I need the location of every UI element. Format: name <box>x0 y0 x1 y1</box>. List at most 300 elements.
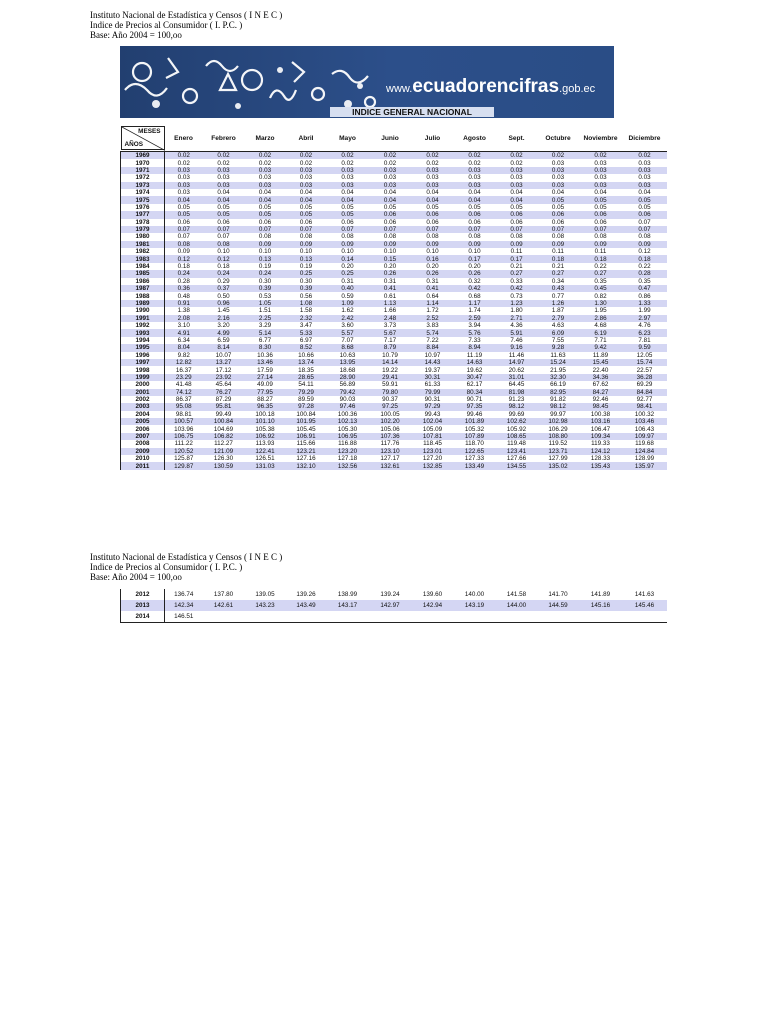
index-value-cell: 0.03 <box>496 167 538 174</box>
index-value-cell: 98.12 <box>538 403 579 410</box>
index-value-cell: 0.25 <box>286 270 327 277</box>
index-value-cell: 0.10 <box>327 248 369 255</box>
index-value-cell: 0.08 <box>369 233 412 240</box>
table-row <box>121 159 667 166</box>
index-value-cell: 123.41 <box>496 448 538 455</box>
index-value-cell: 0.02 <box>203 159 245 166</box>
index-value-cell: 1.99 <box>623 307 667 314</box>
index-value-cell: 0.02 <box>412 159 454 166</box>
index-value-cell: 0.03 <box>623 167 667 174</box>
index-value-cell: 134.55 <box>496 462 538 469</box>
index-value-cell: 0.03 <box>412 182 454 189</box>
index-value-cell: 98.81 <box>165 411 203 418</box>
table-row <box>121 300 667 307</box>
index-value-cell: 1.66 <box>369 307 412 314</box>
index-value-cell: 0.05 <box>412 204 454 211</box>
index-value-cell: 0.12 <box>203 255 245 262</box>
index-value-cell: 142.61 <box>203 600 245 611</box>
index-value-cell: 0.18 <box>203 263 245 270</box>
index-value-cell: 0.28 <box>165 278 203 285</box>
index-value-cell: 139.60 <box>412 589 454 600</box>
index-value-cell: 0.73 <box>496 292 538 299</box>
table-header-row <box>121 125 667 152</box>
index-value-cell: 103.46 <box>623 418 667 425</box>
index-value-cell: 0.19 <box>245 263 286 270</box>
table-row <box>121 182 667 189</box>
year-cell: 1988 <box>121 292 165 299</box>
index-value-cell: 0.04 <box>454 196 496 203</box>
year-cell: 2010 <box>121 455 165 462</box>
index-value-cell: 0.06 <box>623 211 667 218</box>
index-value-cell: 0.02 <box>496 152 538 160</box>
index-value-cell: 89.59 <box>286 396 327 403</box>
index-value-cell: 132.85 <box>412 462 454 469</box>
table-row <box>121 211 667 218</box>
index-value-cell: 118.45 <box>412 440 454 447</box>
index-value-cell: 0.02 <box>412 152 454 160</box>
index-value-cell: 126.30 <box>203 455 245 462</box>
index-value-cell: 0.03 <box>369 174 412 181</box>
index-value-cell: 125.87 <box>165 455 203 462</box>
index-value-cell: 0.06 <box>286 219 327 226</box>
year-cell: 1978 <box>121 219 165 226</box>
index-value-cell: 1.51 <box>245 307 286 314</box>
year-cell: 1973 <box>121 182 165 189</box>
index-value-cell: 80.34 <box>454 389 496 396</box>
index-value-cell: 0.02 <box>286 159 327 166</box>
index-value-cell: 28.65 <box>286 374 327 381</box>
index-value-cell: 79.99 <box>412 389 454 396</box>
index-value-cell: 0.68 <box>454 292 496 299</box>
index-value-cell: 0.33 <box>496 278 538 285</box>
index-value-cell: 0.04 <box>454 189 496 196</box>
index-value-cell: 0.14 <box>327 255 369 262</box>
index-value-cell: 5.91 <box>496 329 538 336</box>
index-value-cell: 105.32 <box>454 425 496 432</box>
index-value-cell: 2.71 <box>496 315 538 322</box>
index-value-cell: 91.23 <box>496 396 538 403</box>
index-value-cell: 0.19 <box>286 263 327 270</box>
index-value-cell: 0.06 <box>245 219 286 226</box>
table-title: INDICE GENERAL NACIONAL <box>330 107 494 117</box>
table-row <box>121 381 667 388</box>
index-value-cell: 98.41 <box>623 403 667 410</box>
index-value-cell: 41.48 <box>165 381 203 388</box>
index-value-cell: 0.04 <box>286 189 327 196</box>
index-value-cell: 0.10 <box>203 248 245 255</box>
index-value-cell: 0.24 <box>245 270 286 277</box>
index-value-cell: 103.16 <box>579 418 623 425</box>
year-cell: 1982 <box>121 248 165 255</box>
index-value-cell: 0.02 <box>369 152 412 160</box>
index-value-cell: 0.04 <box>203 189 245 196</box>
index-value-cell: 0.47 <box>623 285 667 292</box>
index-value-cell: 0.03 <box>579 167 623 174</box>
index-value-cell: 9.16 <box>496 344 538 351</box>
index-value-cell: 0.13 <box>245 255 286 262</box>
index-value-cell <box>245 611 286 623</box>
index-value-cell: 0.10 <box>245 248 286 255</box>
index-value-cell: 127.17 <box>369 455 412 462</box>
index-value-cell: 145.46 <box>623 600 667 611</box>
index-value-cell: 0.04 <box>369 189 412 196</box>
index-value-cell: 0.42 <box>454 285 496 292</box>
index-value-cell: 133.49 <box>454 462 496 469</box>
index-value-cell: 0.02 <box>496 159 538 166</box>
table-row <box>121 174 667 181</box>
index-value-cell: 108.65 <box>496 433 538 440</box>
index-value-cell: 14.63 <box>454 359 496 366</box>
index-value-cell: 0.20 <box>454 263 496 270</box>
index-value-cell: 8.94 <box>454 344 496 351</box>
index-value-cell: 13.27 <box>203 359 245 366</box>
index-value-cell: 127.20 <box>412 455 454 462</box>
index-value-cell: 0.91 <box>165 300 203 307</box>
index-value-cell: 0.05 <box>245 211 286 218</box>
index-value-cell: 0.07 <box>579 226 623 233</box>
index-value-cell: 0.02 <box>327 159 369 166</box>
index-value-cell: 0.26 <box>412 270 454 277</box>
index-value-cell: 11.46 <box>496 352 538 359</box>
index-value-cell: 109.97 <box>623 433 667 440</box>
index-value-cell: 106.82 <box>203 433 245 440</box>
index-value-cell: 0.09 <box>454 241 496 248</box>
index-value-cell: 0.03 <box>412 167 454 174</box>
index-value-cell: 1.74 <box>454 307 496 314</box>
table-row <box>121 167 667 174</box>
index-value-cell: 79.80 <box>369 389 412 396</box>
index-value-cell: 0.06 <box>203 219 245 226</box>
year-cell: 1991 <box>121 315 165 322</box>
index-value-cell: 0.96 <box>203 300 245 307</box>
index-value-cell: 0.11 <box>496 248 538 255</box>
index-value-cell: 97.46 <box>327 403 369 410</box>
index-value-cell: 0.09 <box>412 241 454 248</box>
index-value-cell: 0.36 <box>165 285 203 292</box>
table-row <box>121 226 667 233</box>
index-value-cell: 21.95 <box>538 366 579 373</box>
site-url: www.ecuadorencifras.gob.ec <box>386 76 596 97</box>
index-value-cell: 0.20 <box>327 263 369 270</box>
index-value-cell: 99.43 <box>412 411 454 418</box>
index-value-cell: 0.04 <box>623 189 667 196</box>
year-cell: 1977 <box>121 211 165 218</box>
index-value-cell: 143.19 <box>454 600 496 611</box>
index-value-cell: 0.05 <box>286 204 327 211</box>
index-value-cell: 0.20 <box>369 263 412 270</box>
month-header: Junio <box>369 125 412 152</box>
index-value-cell: 0.03 <box>327 182 369 189</box>
table-row <box>121 462 667 469</box>
index-value-cell: 0.39 <box>286 285 327 292</box>
index-value-cell: 105.45 <box>286 425 327 432</box>
table-row <box>121 433 667 440</box>
month-header: Marzo <box>245 125 286 152</box>
month-header: Diciembre <box>623 125 667 152</box>
index-value-cell: 0.07 <box>286 226 327 233</box>
index-value-cell: 102.04 <box>412 418 454 425</box>
index-value-cell: 141.89 <box>579 589 623 600</box>
index-value-cell: 123.10 <box>369 448 412 455</box>
cpi-table <box>120 125 667 470</box>
table-row <box>121 411 667 418</box>
index-value-cell: 1.14 <box>412 300 454 307</box>
index-value-cell: 4.63 <box>538 322 579 329</box>
index-value-cell: 129.87 <box>165 462 203 469</box>
index-value-cell: 15.24 <box>538 359 579 366</box>
table-row <box>121 307 667 314</box>
index-value-cell: 100.18 <box>245 411 286 418</box>
index-value-cell: 143.49 <box>286 600 327 611</box>
index-value-cell: 8.52 <box>286 344 327 351</box>
index-value-cell: 0.08 <box>454 233 496 240</box>
header-index-name: Indice de Precios al Consumidor ( I. P.C. ) <box>90 562 243 572</box>
index-value-cell: 1.58 <box>286 307 327 314</box>
index-value-cell: 0.05 <box>203 204 245 211</box>
index-value-cell: 119.52 <box>538 440 579 447</box>
index-value-cell: 0.05 <box>286 211 327 218</box>
index-value-cell: 0.82 <box>579 292 623 299</box>
index-value-cell: 9.59 <box>623 344 667 351</box>
index-value-cell: 0.02 <box>165 152 203 160</box>
index-value-cell: 106.75 <box>165 433 203 440</box>
year-cell: 1993 <box>121 329 165 336</box>
index-value-cell: 103.96 <box>165 425 203 432</box>
index-value-cell: 12.82 <box>165 359 203 366</box>
index-value-cell: 8.79 <box>369 344 412 351</box>
index-value-cell: 112.27 <box>203 440 245 447</box>
index-value-cell: 0.05 <box>327 211 369 218</box>
index-value-cell: 0.77 <box>538 292 579 299</box>
index-value-cell: 96.35 <box>245 403 286 410</box>
index-value-cell: 121.09 <box>203 448 245 455</box>
index-value-cell: 0.40 <box>327 285 369 292</box>
index-value-cell <box>286 611 327 623</box>
index-value-cell: 0.07 <box>203 233 245 240</box>
index-value-cell: 0.02 <box>165 159 203 166</box>
index-value-cell: 27.14 <box>245 374 286 381</box>
index-value-cell: 0.04 <box>496 196 538 203</box>
index-value-cell: 0.03 <box>538 167 579 174</box>
index-value-cell <box>412 611 454 623</box>
index-value-cell: 2.86 <box>579 315 623 322</box>
table-row <box>121 278 667 285</box>
index-value-cell: 1.95 <box>579 307 623 314</box>
index-value-cell: 5.14 <box>245 329 286 336</box>
index-value-cell: 6.19 <box>579 329 623 336</box>
index-value-cell <box>623 611 667 623</box>
index-value-cell: 98.45 <box>579 403 623 410</box>
index-value-cell: 122.65 <box>454 448 496 455</box>
index-value-cell: 0.03 <box>454 167 496 174</box>
index-value-cell: 6.59 <box>203 337 245 344</box>
index-value-cell: 0.07 <box>245 226 286 233</box>
index-value-cell: 0.04 <box>203 196 245 203</box>
index-value-cell: 0.07 <box>369 226 412 233</box>
year-cell: 1992 <box>121 322 165 329</box>
index-value-cell: 139.26 <box>286 589 327 600</box>
index-value-cell: 77.95 <box>245 389 286 396</box>
index-value-cell: 106.47 <box>579 425 623 432</box>
index-value-cell: 3.29 <box>245 322 286 329</box>
index-value-cell: 107.89 <box>454 433 496 440</box>
index-value-cell: 2.59 <box>454 315 496 322</box>
index-value-cell: 141.70 <box>538 589 579 600</box>
index-value-cell: 105.38 <box>245 425 286 432</box>
index-value-cell: 2.52 <box>412 315 454 322</box>
header-base-year: Base: Año 2004 = 100,oo <box>90 572 182 582</box>
year-cell: 1999 <box>121 374 165 381</box>
index-value-cell: 10.79 <box>369 352 412 359</box>
index-value-cell: 119.68 <box>623 440 667 447</box>
header-index-name: Indice de Precios al Consumidor ( I. P.C. ) <box>90 20 243 30</box>
index-value-cell: 106.91 <box>286 433 327 440</box>
index-value-cell: 99.69 <box>496 411 538 418</box>
index-value-cell: 127.99 <box>538 455 579 462</box>
index-value-cell: 0.05 <box>538 204 579 211</box>
index-value-cell: 79.42 <box>327 389 369 396</box>
month-header: Febrero <box>203 125 245 152</box>
index-value-cell: 0.09 <box>623 241 667 248</box>
year-cell: 1972 <box>121 174 165 181</box>
index-value-cell: 2.32 <box>286 315 327 322</box>
index-value-cell: 0.05 <box>454 204 496 211</box>
index-value-cell: 0.21 <box>496 263 538 270</box>
year-cell: 1995 <box>121 344 165 351</box>
index-value-cell: 30.31 <box>412 374 454 381</box>
index-value-cell: 0.03 <box>286 182 327 189</box>
index-value-cell: 0.03 <box>369 167 412 174</box>
index-value-cell: 0.03 <box>203 182 245 189</box>
index-value-cell: 0.18 <box>623 255 667 262</box>
index-value-cell: 9.28 <box>538 344 579 351</box>
index-value-cell: 29.41 <box>369 374 412 381</box>
index-value-cell: 0.03 <box>327 174 369 181</box>
index-value-cell: 0.41 <box>412 285 454 292</box>
index-value-cell: 138.99 <box>327 589 369 600</box>
year-cell: 2004 <box>121 411 165 418</box>
index-value-cell: 0.03 <box>165 182 203 189</box>
index-value-cell: 22.40 <box>579 366 623 373</box>
month-header: Abril <box>286 125 327 152</box>
index-value-cell: 6.09 <box>538 329 579 336</box>
index-value-cell: 105.06 <box>369 425 412 432</box>
index-value-cell: 0.05 <box>165 211 203 218</box>
year-cell: 2008 <box>121 440 165 447</box>
index-value-cell: 59.91 <box>369 381 412 388</box>
index-value-cell: 0.05 <box>579 204 623 211</box>
index-value-cell: 107.36 <box>369 433 412 440</box>
corner-months-label: MESES <box>138 128 161 135</box>
index-value-cell: 0.07 <box>327 226 369 233</box>
year-cell: 1970 <box>121 159 165 166</box>
index-value-cell: 106.95 <box>327 433 369 440</box>
index-value-cell: 115.66 <box>286 440 327 447</box>
year-cell: 1990 <box>121 307 165 314</box>
index-value-cell: 0.08 <box>286 233 327 240</box>
index-value-cell: 13.95 <box>327 359 369 366</box>
index-value-cell: 8.84 <box>412 344 454 351</box>
index-value-cell: 0.12 <box>165 255 203 262</box>
index-value-cell: 111.22 <box>165 440 203 447</box>
index-value-cell: 0.08 <box>579 233 623 240</box>
index-value-cell: 0.26 <box>454 270 496 277</box>
index-value-cell: 11.89 <box>579 352 623 359</box>
index-value-cell: 0.03 <box>165 189 203 196</box>
month-header: Octubre <box>538 125 579 152</box>
index-value-cell: 118.70 <box>454 440 496 447</box>
index-value-cell: 0.02 <box>454 152 496 160</box>
index-value-cell: 16.37 <box>165 366 203 373</box>
index-value-cell: 88.27 <box>245 396 286 403</box>
index-value-cell: 0.09 <box>369 241 412 248</box>
index-value-cell: 0.05 <box>623 196 667 203</box>
table-row <box>121 337 667 344</box>
index-value-cell: 126.51 <box>245 455 286 462</box>
index-value-cell: 0.15 <box>369 255 412 262</box>
index-value-cell: 130.59 <box>203 462 245 469</box>
index-value-cell: 0.45 <box>579 285 623 292</box>
index-value-cell: 6.97 <box>286 337 327 344</box>
index-value-cell: 0.35 <box>623 278 667 285</box>
index-value-cell: 0.03 <box>245 174 286 181</box>
year-cell: 1979 <box>121 226 165 233</box>
index-value-cell: 0.08 <box>245 233 286 240</box>
table-row <box>121 204 667 211</box>
index-value-cell: 9.42 <box>579 344 623 351</box>
index-value-cell: 95.08 <box>165 403 203 410</box>
table-row <box>121 374 667 381</box>
index-value-cell: 0.25 <box>327 270 369 277</box>
index-value-cell: 0.05 <box>369 204 412 211</box>
index-value-cell: 10.63 <box>327 352 369 359</box>
index-value-cell: 90.03 <box>327 396 369 403</box>
table-row <box>121 329 667 336</box>
index-value-cell: 0.07 <box>454 226 496 233</box>
index-value-cell: 0.05 <box>538 196 579 203</box>
table-row <box>121 241 667 248</box>
index-value-cell: 97.28 <box>286 403 327 410</box>
index-value-cell: 10.36 <box>245 352 286 359</box>
index-value-cell: 0.03 <box>286 167 327 174</box>
index-value-cell: 105.92 <box>496 425 538 432</box>
index-value-cell: 101.95 <box>286 418 327 425</box>
index-value-cell: 105.30 <box>327 425 369 432</box>
index-value-cell: 10.97 <box>412 352 454 359</box>
index-value-cell: 132.10 <box>286 462 327 469</box>
index-value-cell: 141.63 <box>623 589 667 600</box>
index-value-cell: 0.06 <box>412 211 454 218</box>
index-value-cell: 0.04 <box>245 189 286 196</box>
corner-years-label: AÑOS <box>124 141 143 148</box>
index-value-cell: 5.33 <box>286 329 327 336</box>
year-cell: 1974 <box>121 189 165 196</box>
index-value-cell: 30.47 <box>454 374 496 381</box>
year-cell: 1969 <box>121 152 165 160</box>
index-value-cell: 99.49 <box>203 411 245 418</box>
index-value-cell: 0.04 <box>286 196 327 203</box>
index-value-cell: 5.57 <box>327 329 369 336</box>
index-value-cell: 0.26 <box>369 270 412 277</box>
index-value-cell: 7.22 <box>412 337 454 344</box>
index-value-cell <box>579 611 623 623</box>
index-value-cell: 0.07 <box>623 219 667 226</box>
index-value-cell: 0.03 <box>454 174 496 181</box>
index-value-cell: 0.03 <box>623 182 667 189</box>
index-value-cell: 0.61 <box>369 292 412 299</box>
index-value-cell: 122.41 <box>245 448 286 455</box>
index-value-cell: 18.35 <box>286 366 327 373</box>
